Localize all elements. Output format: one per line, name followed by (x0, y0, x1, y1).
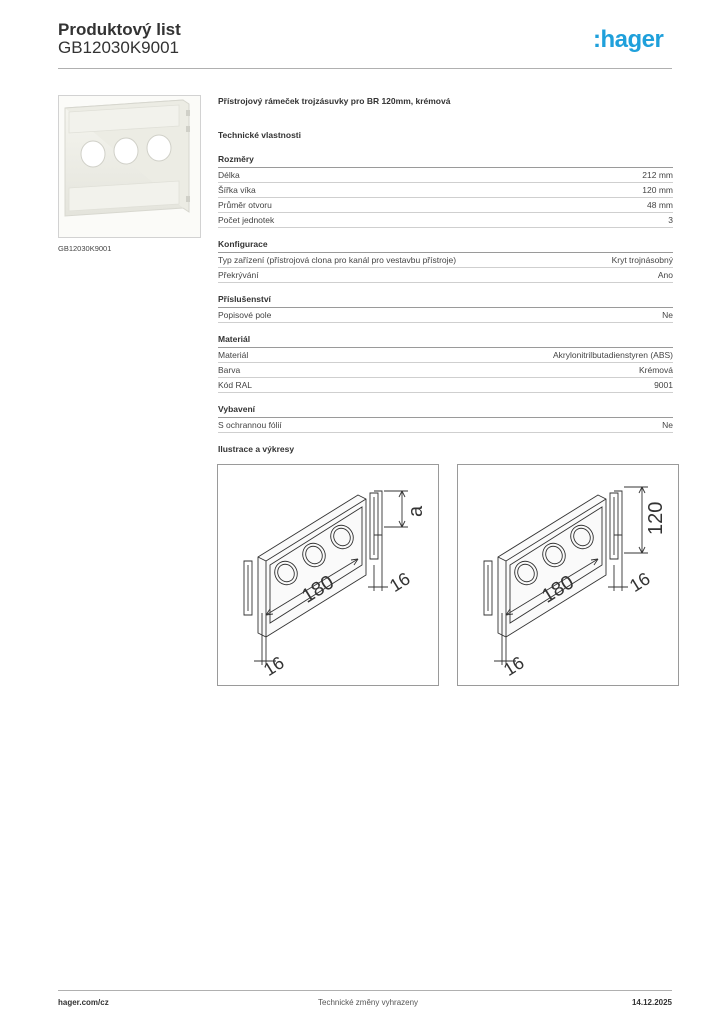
section-accessories (218, 294, 673, 323)
image-caption: GB12030K9001 (58, 244, 112, 253)
row-label: Popisové pole (218, 310, 272, 320)
section-configuration (218, 239, 673, 283)
technical-drawing-2 (457, 464, 679, 686)
row-value: Ano (657, 270, 673, 280)
row-value: 3 (668, 215, 673, 225)
table-row (218, 418, 673, 433)
dim-depth-right-label: 16 (626, 568, 654, 596)
table-row (218, 378, 673, 393)
table-row (218, 348, 673, 363)
table-row (218, 363, 673, 378)
section-material (218, 334, 673, 393)
dim-height-label: a (405, 505, 427, 517)
footer-note: Technické změny vyhrazeny (318, 998, 419, 1007)
technical-properties-heading: Technické vlastnosti (218, 130, 301, 140)
section-title: Materiál (218, 334, 673, 348)
section-equipment (218, 404, 673, 433)
row-label: Překrývání (218, 270, 259, 280)
table-row (218, 198, 673, 213)
product-details (218, 96, 673, 454)
section-title: Vybavení (218, 404, 673, 418)
dim-depth-right-label: 16 (386, 568, 414, 596)
socket-frame-illustration (59, 96, 200, 237)
footer-divider (58, 990, 672, 991)
dim-length-label: 180 (538, 571, 578, 608)
row-label: Barva (218, 365, 241, 375)
row-label: Kód RAL (218, 380, 253, 390)
row-label: S ochrannou fólií (218, 420, 282, 430)
product-code: GB12030K9001 (58, 38, 179, 57)
table-row (218, 213, 673, 228)
section-title: Příslušenství (218, 294, 673, 308)
row-label: Počet jednotek (218, 215, 275, 225)
table-row (218, 308, 673, 323)
footer-date: 14.12.2025 (631, 998, 672, 1007)
product-image (58, 95, 201, 238)
dim-length-label: 180 (298, 571, 338, 608)
section-title: Rozměry (218, 154, 673, 168)
dim-depth-left-label: 16 (500, 652, 528, 680)
row-label: Materiál (218, 350, 249, 360)
row-value: 120 mm (642, 185, 673, 195)
footer-website: hager.com/cz (58, 998, 109, 1007)
row-label: Průměr otvoru (218, 200, 272, 210)
hager-logo: :hager (593, 26, 664, 53)
header-divider (58, 68, 672, 69)
row-label: Délka (218, 170, 240, 180)
row-label: Typ zařízení (přístrojová clona pro kanál pro vestavbu přístroje) (218, 255, 457, 265)
row-value: 212 mm (642, 170, 673, 180)
page-title: Produktový list (58, 20, 181, 39)
table-row (218, 183, 673, 198)
illustrations-heading: Ilustrace a výkresy (218, 444, 295, 454)
table-row (218, 168, 673, 183)
row-value: Kryt trojnásobný (611, 255, 673, 265)
table-row (218, 253, 673, 268)
dim-height-label: 120 (645, 501, 667, 535)
row-value: Akrylonitrilbutadienstyren (ABS) (553, 350, 673, 360)
row-value: 9001 (654, 380, 673, 390)
technical-drawing-1 (217, 464, 439, 686)
section-dimensions (218, 154, 673, 228)
row-value: Ne (662, 420, 673, 430)
table-row (218, 268, 673, 283)
section-title: Konfigurace (218, 239, 673, 253)
row-value: Krémová (638, 365, 673, 375)
product-title: Přístrojový rámeček trojzásuvky pro BR 120mm, krémová (218, 96, 451, 106)
row-value: 48 mm (647, 200, 673, 210)
row-value: Ne (662, 310, 673, 320)
row-label: Šířka víka (218, 185, 256, 195)
dim-depth-left-label: 16 (260, 652, 288, 680)
